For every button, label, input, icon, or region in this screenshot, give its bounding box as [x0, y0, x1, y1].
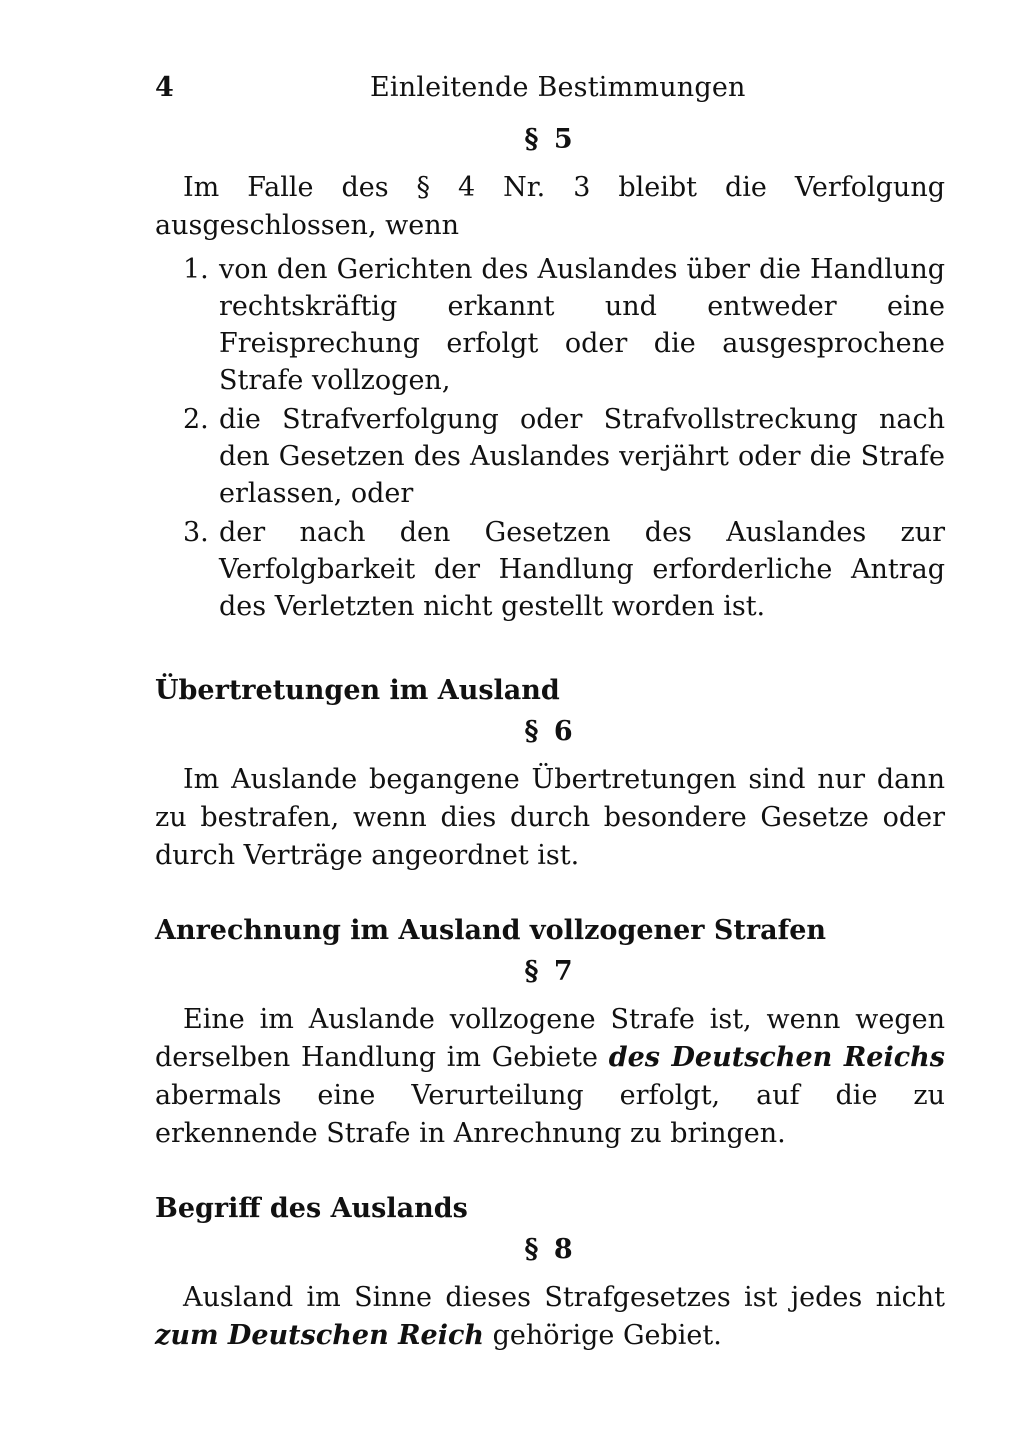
list-item [183, 401, 945, 512]
running-head-title: Einleitende Bestimmungen [370, 72, 746, 103]
section-7-text-part-2: abermals eine Verurteilung erfolgt, auf die zu erkennende Strafe in Anrechnung zu bringen. [155, 1080, 945, 1149]
section-6-text: Im Auslande begangene Übertretungen sind nur dann zu bestrafen, wenn dies durch besondere Gesetze oder durch Verträge angeordnet ist. [155, 764, 945, 871]
list-item-number: 2. [183, 404, 209, 435]
section-8-text [155, 1279, 945, 1355]
list-item-number: 3. [183, 517, 209, 548]
list-item [183, 514, 945, 625]
section-8-text-part-2: gehörige Gebiet. [484, 1320, 722, 1351]
running-head [155, 72, 945, 120]
section-6 [155, 675, 945, 875]
list-item-text: die Strafverfolgung oder Strafvollstreckung nach den Gesetzen des Auslandes verjährt oder die Strafe erlassen, oder [219, 404, 945, 509]
section-7-text [155, 1001, 945, 1153]
section-7 [155, 915, 945, 1153]
section-7-heading: Anrechnung im Ausland vollzogener Strafen [155, 915, 827, 946]
paragraph-sign-5: § 5 [524, 124, 576, 155]
section-5-list [155, 251, 945, 625]
section-5-intro: Im Falle des § 4 Nr. 3 bleibt die Verfolgung ausgeschlossen, wenn [155, 172, 945, 241]
section-5 [155, 124, 945, 625]
list-item-text: der nach den Gesetzen des Auslandes zur Verfolgbarkeit der Handlung erforderliche Antrag des Verletzten nicht gestellt worden ist. [219, 517, 945, 622]
section-8-text-part-1: Ausland im Sinne dieses Strafgesetzes ist jedes nicht [183, 1282, 945, 1313]
section-7-emphasis: des Deutschen Reichs [608, 1042, 945, 1073]
section-6-heading: Übertretungen im Ausland [155, 675, 560, 706]
list-item [183, 251, 945, 399]
page-number: 4 [155, 72, 174, 103]
section-8-emphasis: zum Deutschen Reich [155, 1320, 485, 1351]
paragraph-sign-8: § 8 [524, 1234, 576, 1265]
paragraph-sign-6: § 6 [524, 716, 576, 747]
list-item-text: von den Gerichten des Auslandes über die Handlung rechtskräftig erkannt und entweder eine Freisprechung erfolgt oder die ausgesprochene Strafe vollzogen, [219, 254, 945, 396]
document-page [155, 72, 945, 1355]
section-7-text-part-1: Eine im Auslande vollzogene Strafe ist, wenn wegen derselben Handlung im Gebiete [155, 1004, 945, 1073]
paragraph-sign-7: § 7 [524, 956, 576, 987]
list-item-number: 1. [183, 254, 209, 285]
section-8 [155, 1193, 945, 1355]
section-8-heading: Begriff des Auslands [155, 1193, 468, 1224]
